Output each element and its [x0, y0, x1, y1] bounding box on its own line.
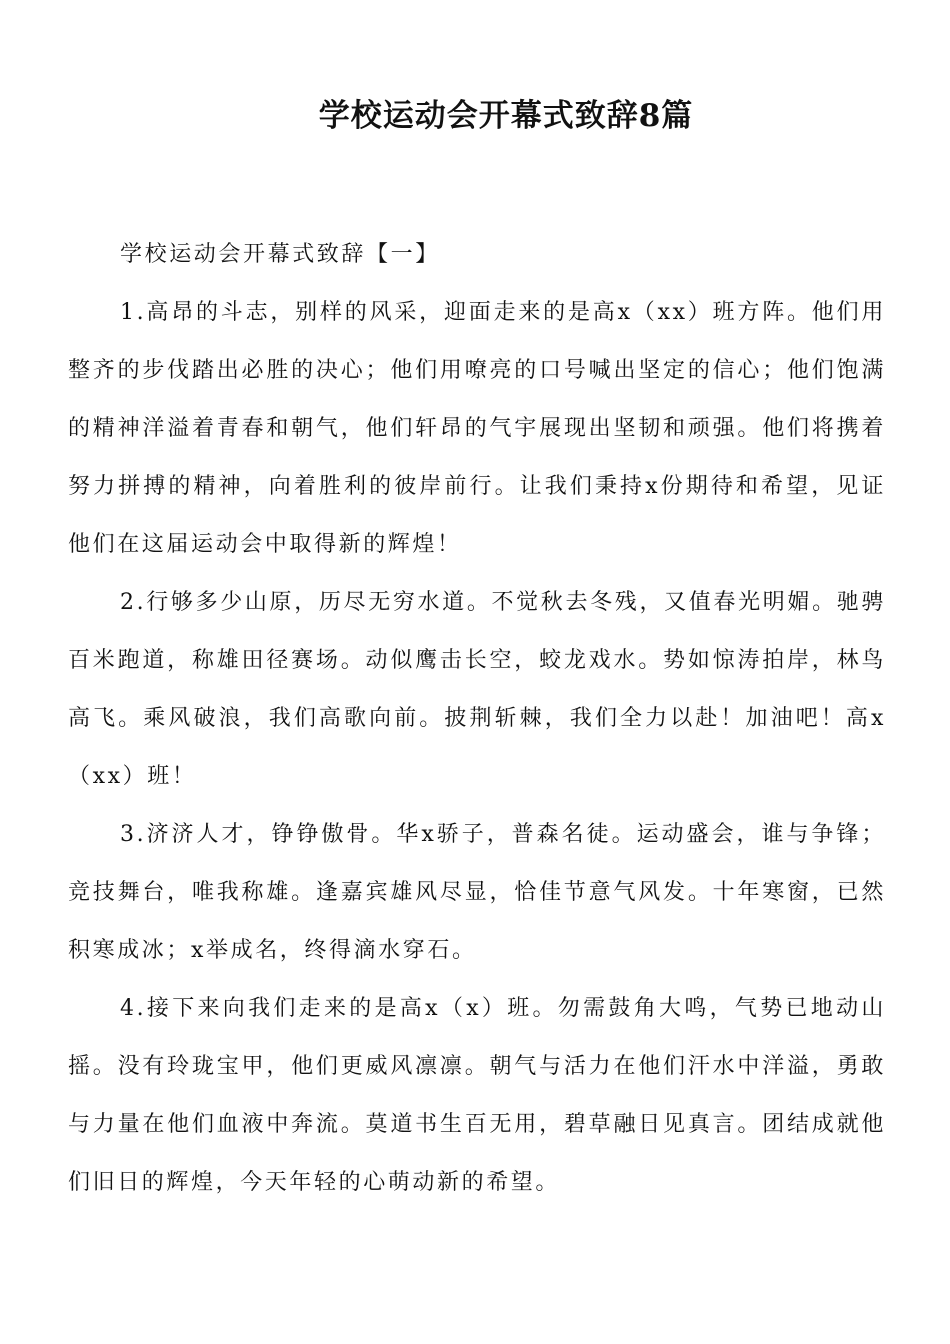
document-title: 学校运动会开幕式致辞8篇 [318, 98, 694, 134]
section-heading: 学校运动会开幕式致辞【一】 [120, 242, 440, 267]
document-body [68, 226, 886, 1212]
paragraph-3: 3.济济人才，铮铮傲骨。华x骄子，普森名徒。运动盛会，谁与争锋；竞技舞台，唯我称雄。逢嘉宾雄风尽显，恰佳节意气风发。十年寒窗，已然积寒成冰；x举成名，终得滴水穿石。 [68, 822, 886, 963]
paragraph-1: 1.高昂的斗志，别样的风采，迎面走来的是高x（xx）班方阵。他们用整齐的步伐踏出必胜的决心；他们用嘹亮的口号喊出坚定的信心；他们饱满的精神洋溢着青春和朝气，他们轩昂的气宇展现出坚韧和顽强。他们将携着努力拼搏的精神，向着胜利的彼岸前行。让我们秉持x份期待和希望，见证他们在这届运动会中取得新的辉煌！ [68, 300, 886, 557]
paragraph-4: 4.接下来向我们走来的是高x（x）班。勿需鼓角大鸣，气势已地动山摇。没有玲珑宝甲，他们更威风凛凛。朝气与活力在他们汗水中洋溢，勇敢与力量在他们血液中奔流。莫道书生百无用，碧草融日见真言。团结成就他们旧日的辉煌，今天年轻的心萌动新的希望。 [68, 996, 886, 1195]
paragraph-2: 2.行够多少山原，历尽无穷水道。不觉秋去冬残，又值春光明媚。驰骋百米跑道，称雄田径赛场。动似鹰击长空，蛟龙戏水。势如惊涛拍岸，林鸟高飞。乘风破浪，我们高歌向前。披荆斩棘，我们全力以赴！加油吧！高x（xx）班！ [68, 590, 886, 789]
